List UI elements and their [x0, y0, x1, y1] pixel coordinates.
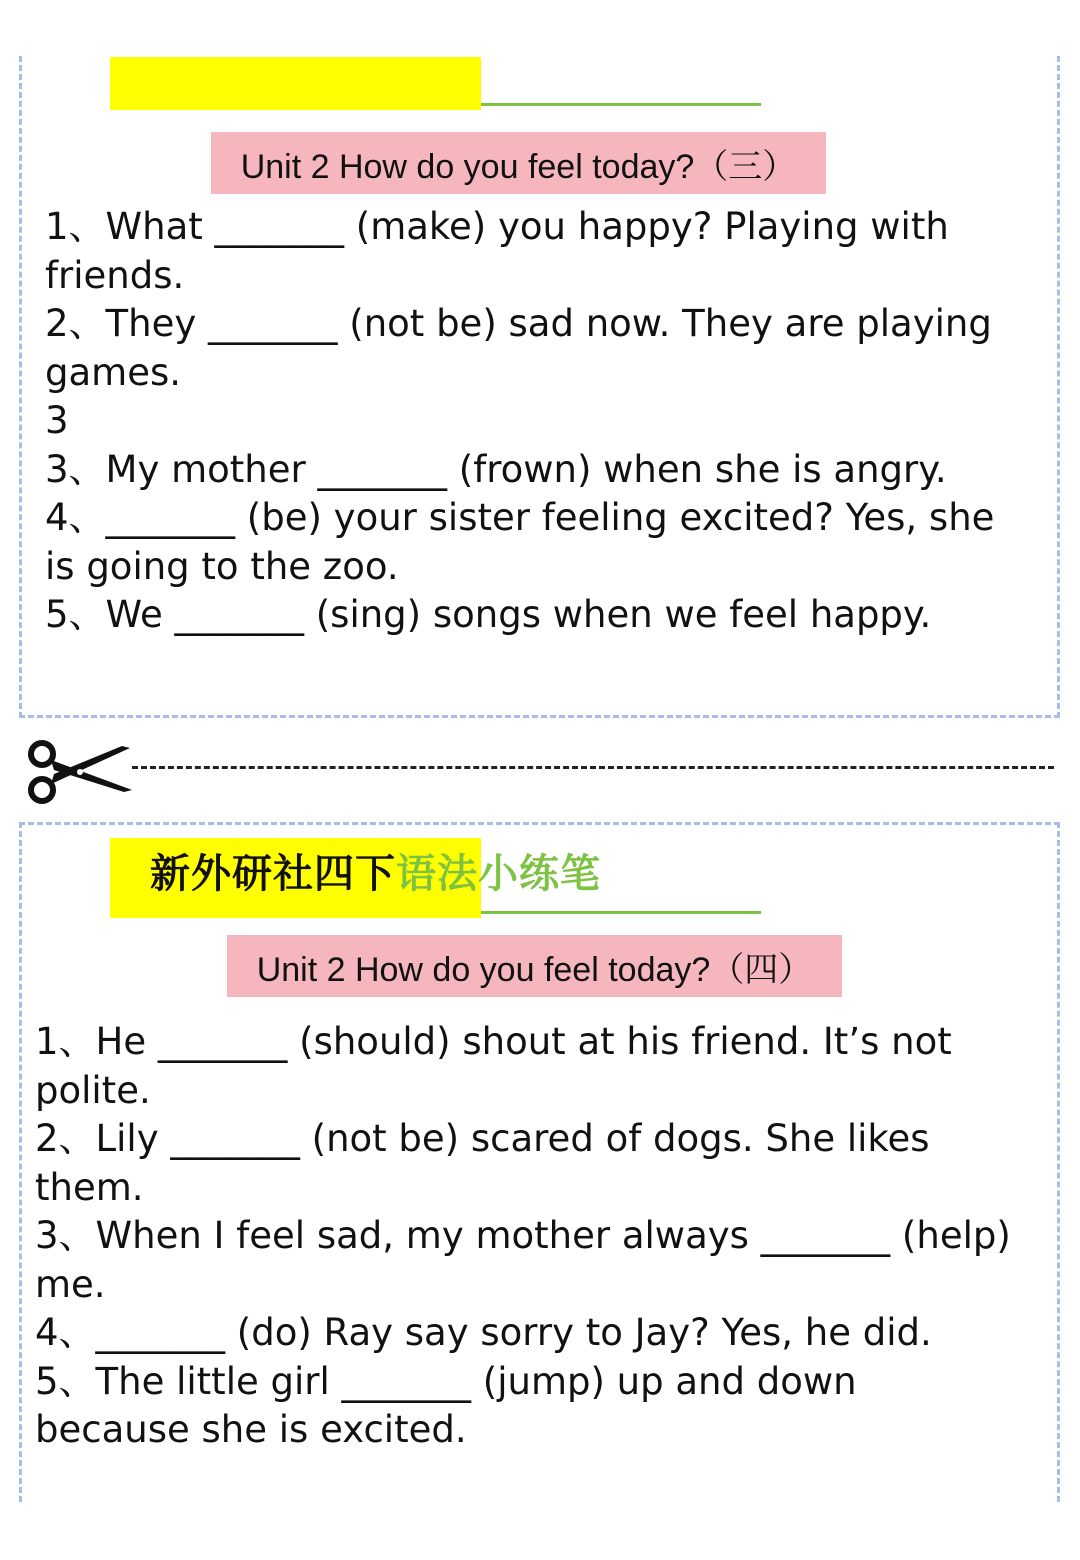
exercise-line: friends.	[45, 253, 185, 297]
exercise-line: is going to the zoo.	[45, 544, 399, 588]
exercise-line: 3、When I feel sad, my mother always _______ (help)	[35, 1214, 1011, 1257]
exercise-line: 1、He _______ (should) shout at his friend. It’s not	[35, 1020, 952, 1063]
exercise-line: 5、The little girl _______ (jump) up and down	[35, 1359, 857, 1403]
cut-line	[132, 766, 1054, 769]
header-highlight-top	[110, 57, 481, 110]
exercise-line: 5、We _______ (sing) songs when we feel happy.	[45, 593, 932, 636]
scissors-icon	[24, 738, 136, 804]
exercise-line: 2、They _______ (not be) sad now. They are playing	[45, 302, 992, 345]
exercise-line: them.	[35, 1165, 144, 1209]
section-2-exercises	[35, 1018, 1011, 1455]
exercise-line: because she is excited.	[35, 1408, 467, 1451]
exercise-line: 4、_______ (be) your sister feeling excited? Yes, she	[45, 496, 995, 539]
section-1-title: Unit 2 How do you feel today?（三）	[211, 132, 826, 194]
header-underline-bottom	[481, 911, 761, 914]
exercise-line: games.	[45, 350, 182, 394]
exercise-line: polite.	[35, 1068, 151, 1112]
exercise-line: 1、What _______ (make) you happy? Playing with	[45, 205, 949, 248]
exercise-line: 2、Lily _______ (not be) scared of dogs. She likes	[35, 1117, 930, 1160]
exercise-line: 3	[45, 399, 69, 442]
exercise-line: me.	[35, 1262, 106, 1306]
section-1-exercises	[45, 203, 994, 640]
header-underline-top	[481, 103, 761, 106]
header-black-text: 新外研社四下	[150, 851, 396, 897]
worksheet-header	[150, 842, 601, 899]
exercise-line: 3、My mother _______ (frown) when she is angry.	[45, 447, 947, 491]
exercise-line: 4、_______ (do) Ray say sorry to Jay? Yes, he did.	[35, 1311, 932, 1354]
header-green-text: 语法小练笔	[396, 851, 601, 897]
section-2-title: Unit 2 How do you feel today?（四）	[227, 935, 842, 997]
